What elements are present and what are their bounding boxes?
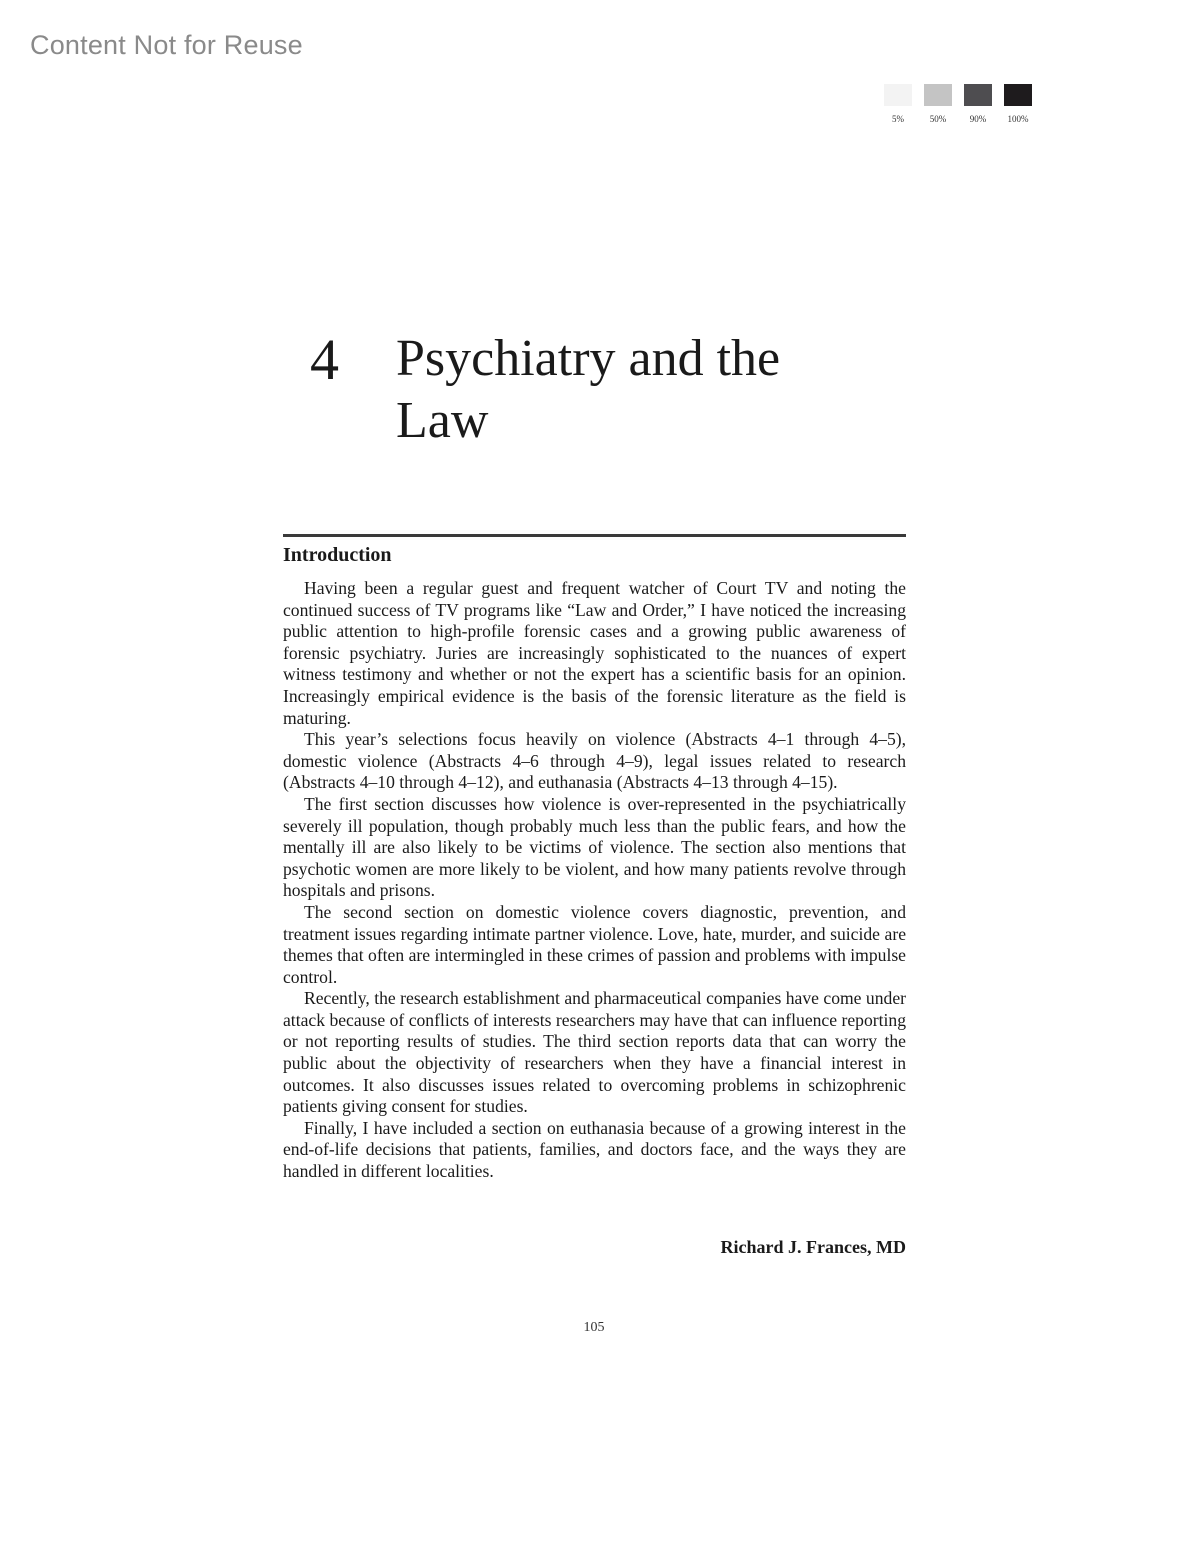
- swatch-label: 5%: [892, 114, 904, 124]
- chapter-header: [310, 328, 856, 452]
- watermark-text: Content Not for Reuse: [30, 30, 303, 60]
- swatch-box: [884, 84, 912, 106]
- swatch-label: 50%: [929, 114, 947, 124]
- swatch-label: 90%: [969, 114, 987, 124]
- paragraph: Finally, I have included a section on euthanasia because of a growing interest in the end-of-life decisions that patients, families, and doctors face, and the ways they are handled in different localities.: [283, 1117, 906, 1182]
- paragraph: The first section discusses how violence is over-represented in the psychiatrically severely ill population, though probably much less than the public fears, and how the mentally ill are also likely to be victims of violence. The section also mentions that psychotic women are more likely to be violent, and how many patients revolve through hospitals and prisons.: [283, 793, 906, 901]
- paragraph: This year’s selections focus heavily on violence (Abstracts 4–1 through 4–5), domestic violence (Abstracts 4–6 through 4–9), legal issues related to research (Abstracts 4–10 through 4–12), and euthanasia (Abstracts 4–13 through 4–15).: [283, 729, 906, 793]
- swatch-box: [924, 84, 952, 106]
- swatch-box: [1004, 84, 1032, 106]
- author-signature: Richard J. Frances, MD: [720, 1237, 906, 1257]
- swatch: [964, 84, 992, 124]
- color-swatches: [884, 84, 1032, 124]
- chapter-number: 4: [310, 327, 339, 392]
- swatch: [1004, 84, 1032, 124]
- swatch-box: [964, 84, 992, 106]
- chapter-title: Psychiatry and the Law: [396, 330, 781, 449]
- page-number: 105: [583, 1320, 605, 1335]
- paragraph: Having been a regular guest and frequent watcher of Court TV and noting the continued success of TV programs like “Law and Order,” I have noticed the increasing public attention to high-profile forensic cases and a growing public awareness of forensic psychiatry. Juries are increasingly sophisticated to the nuances of expert witness testimony and whether or not the expert has a scientific basis for an opinion. Increasingly empirical evidence is the basis of the forensic literature as the field is maturing.: [283, 578, 906, 728]
- section-heading: Introduction: [283, 544, 392, 566]
- swatch: [884, 84, 912, 124]
- body-text: [283, 578, 906, 1183]
- section-divider: [283, 534, 906, 537]
- paragraph: The second section on domestic violence covers diagnostic, prevention, and treatment issues regarding intimate partner violence. Love, hate, murder, and suicide are themes that often are intermingled in these crimes of passion and problems with impulse control.: [283, 901, 906, 987]
- swatch-label: 100%: [1007, 114, 1029, 124]
- paragraph: Recently, the research establishment and pharmaceutical companies have come under attack because of conflicts of interests researchers may have that can influence reporting or not reporting results of studies. The third section reports data that can worry the public about the objectivity of researchers when they have a financial interest in outcomes. It also discusses issues related to overcoming problems in schizophrenic patients giving consent for studies.: [283, 988, 906, 1117]
- swatch: [924, 84, 952, 124]
